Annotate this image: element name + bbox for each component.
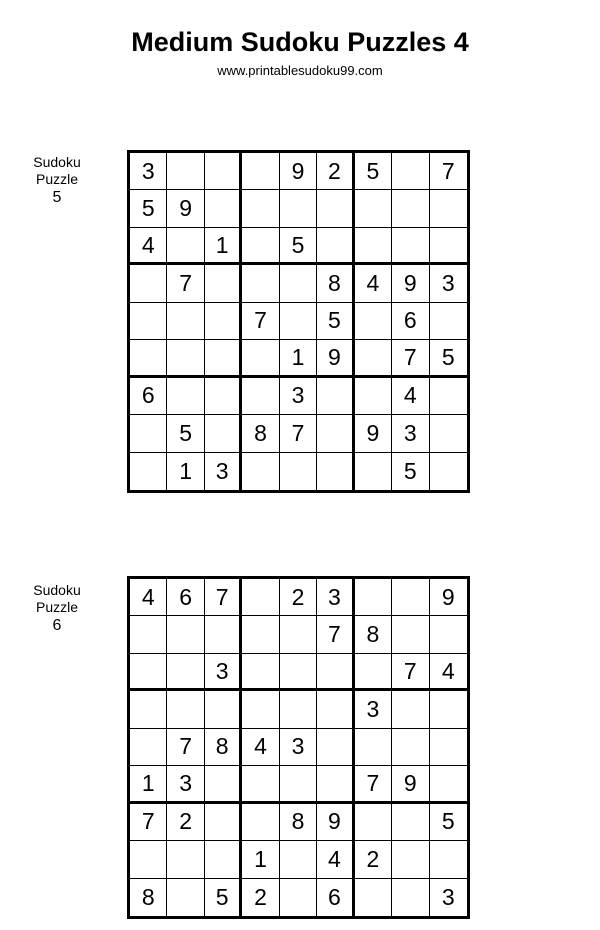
sudoku-cell	[355, 879, 392, 916]
sudoku-cell: 5	[317, 303, 354, 340]
sudoku-cell	[392, 879, 429, 916]
sudoku-cell	[242, 766, 279, 803]
sudoku-cell	[167, 303, 204, 340]
sudoku-cell	[242, 190, 279, 227]
sudoku-cell	[392, 579, 429, 616]
sudoku-cell	[280, 265, 317, 302]
sudoku-cell: 9	[280, 153, 317, 190]
sudoku-cell	[242, 691, 279, 728]
sudoku-cell: 5	[392, 453, 429, 490]
sudoku-cell: 9	[430, 579, 467, 616]
sudoku-cell: 7	[167, 265, 204, 302]
sudoku-cell	[242, 616, 279, 653]
sudoku-cell	[355, 378, 392, 415]
puzzle-label-6	[22, 582, 92, 636]
sudoku-cell	[430, 766, 467, 803]
website-url: www.printablesudoku99.com	[217, 63, 383, 78]
sudoku-cell	[167, 616, 204, 653]
sudoku-cell: 2	[355, 841, 392, 878]
sudoku-cell	[205, 804, 242, 841]
sudoku-cell	[355, 303, 392, 340]
sudoku-cell: 4	[130, 228, 167, 265]
sudoku-cell: 1	[130, 766, 167, 803]
sudoku-cell: 9	[392, 265, 429, 302]
sudoku-cell: 7	[205, 579, 242, 616]
sudoku-cell	[317, 766, 354, 803]
sudoku-cell	[205, 265, 242, 302]
sudoku-cell	[205, 153, 242, 190]
sudoku-cell: 8	[317, 265, 354, 302]
sudoku-cell: 6	[167, 579, 204, 616]
sudoku-cell	[167, 691, 204, 728]
sudoku-cell: 1	[242, 841, 279, 878]
sudoku-cell	[205, 303, 242, 340]
sudoku-cell: 3	[392, 415, 429, 452]
puzzle-label-line2: Puzzle	[35, 171, 79, 187]
sudoku-cell: 7	[167, 729, 204, 766]
sudoku-cell	[355, 579, 392, 616]
sudoku-cell: 5	[167, 415, 204, 452]
sudoku-cell	[392, 190, 429, 227]
sudoku-cell	[317, 190, 354, 227]
sudoku-cell	[317, 378, 354, 415]
sudoku-cell: 2	[242, 879, 279, 916]
sudoku-cell: 4	[242, 729, 279, 766]
puzzle-label-line1: Sudoku	[33, 154, 81, 170]
sudoku-cell	[355, 804, 392, 841]
sudoku-cell: 3	[280, 729, 317, 766]
sudoku-cell: 7	[130, 804, 167, 841]
sudoku-cell: 9	[317, 340, 354, 377]
sudoku-cell	[317, 691, 354, 728]
sudoku-cell	[317, 228, 354, 265]
sudoku-cell	[205, 190, 242, 227]
sudoku-cell	[130, 340, 167, 377]
sudoku-cell	[355, 228, 392, 265]
sudoku-cell	[430, 841, 467, 878]
sudoku-cell	[205, 340, 242, 377]
sudoku-cell: 3	[167, 766, 204, 803]
sudoku-cell	[392, 691, 429, 728]
sudoku-cell: 5	[280, 228, 317, 265]
sudoku-cell	[280, 616, 317, 653]
sudoku-cell: 3	[355, 691, 392, 728]
sudoku-cell	[130, 691, 167, 728]
sudoku-cell	[242, 453, 279, 490]
sudoku-cell	[242, 228, 279, 265]
sudoku-cell	[205, 841, 242, 878]
page-title: Medium Sudoku Puzzles 4	[131, 27, 469, 57]
sudoku-cell	[167, 841, 204, 878]
sudoku-cell: 8	[355, 616, 392, 653]
sudoku-cell	[280, 453, 317, 490]
sudoku-cell	[280, 879, 317, 916]
sudoku-cell: 2	[280, 579, 317, 616]
sudoku-cell	[167, 378, 204, 415]
sudoku-cell	[430, 415, 467, 452]
sudoku-cell: 8	[242, 415, 279, 452]
sudoku-cell	[280, 766, 317, 803]
sudoku-cell	[242, 340, 279, 377]
sudoku-cell	[130, 265, 167, 302]
sudoku-cell: 5	[205, 879, 242, 916]
sudoku-cell	[317, 654, 354, 691]
sudoku-cell	[430, 190, 467, 227]
sudoku-cell	[355, 729, 392, 766]
sudoku-cell	[130, 729, 167, 766]
sudoku-cell	[392, 228, 429, 265]
sudoku-cell	[430, 453, 467, 490]
sudoku-cell	[167, 879, 204, 916]
sudoku-cell: 4	[392, 378, 429, 415]
sudoku-cell	[130, 654, 167, 691]
sudoku-cell	[430, 729, 467, 766]
sudoku-cell	[355, 190, 392, 227]
sudoku-cell	[430, 691, 467, 728]
sudoku-cell: 4	[130, 579, 167, 616]
sudoku-cell: 4	[355, 265, 392, 302]
sudoku-cell: 3	[205, 654, 242, 691]
sudoku-cell: 6	[392, 303, 429, 340]
sudoku-cell	[355, 453, 392, 490]
sudoku-cell: 7	[355, 766, 392, 803]
sudoku-cell	[242, 265, 279, 302]
sudoku-cell	[130, 616, 167, 653]
sudoku-cell	[392, 616, 429, 653]
sudoku-cell: 3	[205, 453, 242, 490]
sudoku-cell	[205, 691, 242, 728]
sudoku-cell: 2	[167, 804, 204, 841]
sudoku-cell	[205, 378, 242, 415]
sudoku-cell	[355, 340, 392, 377]
sudoku-cell: 5	[430, 804, 467, 841]
sudoku-cell	[280, 654, 317, 691]
sudoku-cell	[392, 804, 429, 841]
sudoku-cell: 2	[317, 153, 354, 190]
sudoku-cell	[130, 841, 167, 878]
sudoku-cell: 9	[317, 804, 354, 841]
sudoku-cell: 3	[130, 153, 167, 190]
sudoku-cell: 1	[167, 453, 204, 490]
sudoku-cell: 5	[130, 190, 167, 227]
sudoku-cell: 8	[280, 804, 317, 841]
sudoku-cell: 6	[317, 879, 354, 916]
sudoku-cell	[205, 415, 242, 452]
sudoku-cell	[167, 153, 204, 190]
sudoku-cell	[430, 303, 467, 340]
puzzle-label-line2: Puzzle	[35, 599, 79, 615]
puzzle-number: 6	[52, 617, 62, 634]
sudoku-cell: 9	[392, 766, 429, 803]
sudoku-cell	[355, 654, 392, 691]
sudoku-cell	[205, 766, 242, 803]
sudoku-cell: 7	[392, 654, 429, 691]
sudoku-cell: 7	[392, 340, 429, 377]
sudoku-cell	[317, 729, 354, 766]
sudoku-cell	[392, 841, 429, 878]
sudoku-cell	[280, 841, 317, 878]
sudoku-cell: 1	[205, 228, 242, 265]
sudoku-cell	[242, 804, 279, 841]
sudoku-cell	[430, 228, 467, 265]
sudoku-cell: 5	[430, 340, 467, 377]
sudoku-cell: 3	[430, 265, 467, 302]
sudoku-grid-5	[127, 150, 470, 493]
sudoku-cell: 7	[280, 415, 317, 452]
sudoku-cell: 8	[130, 879, 167, 916]
sudoku-cell	[392, 153, 429, 190]
sudoku-cell: 5	[355, 153, 392, 190]
sudoku-cell: 7	[242, 303, 279, 340]
sudoku-cell	[280, 303, 317, 340]
sudoku-cell	[130, 453, 167, 490]
sudoku-cell	[430, 378, 467, 415]
sudoku-cell	[205, 616, 242, 653]
sudoku-cell	[280, 190, 317, 227]
sudoku-cell: 7	[317, 616, 354, 653]
sudoku-cell	[167, 340, 204, 377]
sudoku-cell: 6	[130, 378, 167, 415]
sudoku-cell	[242, 153, 279, 190]
sudoku-cell: 3	[280, 378, 317, 415]
sudoku-cell	[242, 378, 279, 415]
puzzle-label-line1: Sudoku	[33, 582, 81, 598]
sudoku-cell	[392, 729, 429, 766]
puzzle-label-5	[22, 154, 92, 208]
sudoku-cell: 8	[205, 729, 242, 766]
puzzle-number: 5	[52, 189, 62, 206]
sudoku-cell	[430, 616, 467, 653]
sudoku-cell: 9	[167, 190, 204, 227]
sudoku-cell	[242, 579, 279, 616]
sudoku-cell: 3	[441, 883, 455, 910]
sudoku-cell: 3	[317, 579, 354, 616]
sudoku-cell	[317, 415, 354, 452]
sudoku-cell: 4	[317, 841, 354, 878]
sudoku-grid-6	[127, 576, 470, 919]
sudoku-cell: 9	[355, 415, 392, 452]
sudoku-cell	[167, 654, 204, 691]
sudoku-cell: 7	[430, 153, 467, 190]
sudoku-cell	[130, 303, 167, 340]
sudoku-cell	[167, 228, 204, 265]
sudoku-cell	[280, 691, 317, 728]
sudoku-cell	[317, 453, 354, 490]
sudoku-cell	[242, 654, 279, 691]
sudoku-cell: 4	[430, 654, 467, 691]
sudoku-cell	[130, 415, 167, 452]
sudoku-cell: 1	[280, 340, 317, 377]
